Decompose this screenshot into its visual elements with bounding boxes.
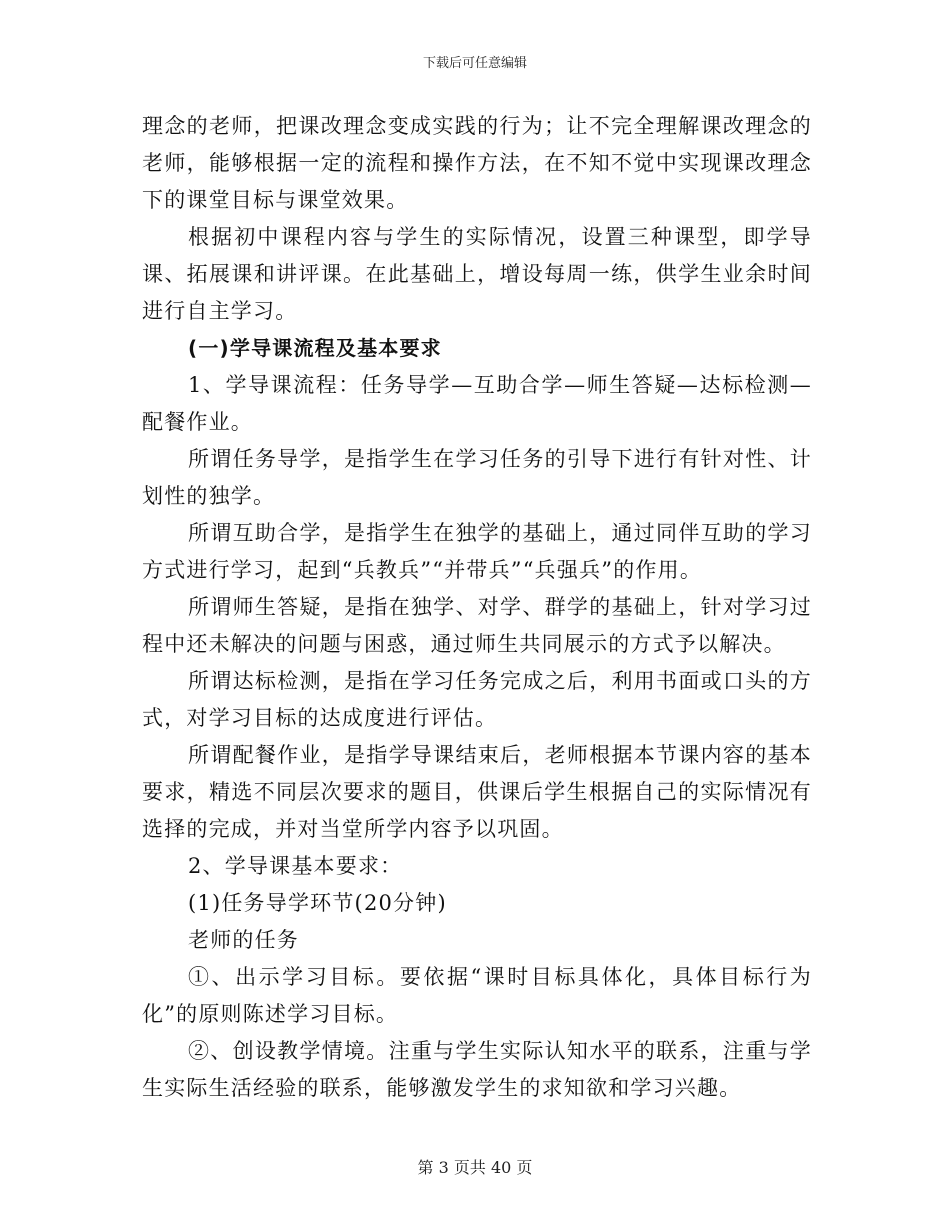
paragraph-subsection-title: (1)任务导学环节(20分钟) bbox=[188, 891, 447, 915]
paragraph-item-1: ①、出示学习目标。要依据“课时目标具体化，具体目标行为化”的原则陈述学习目标。 bbox=[142, 965, 812, 1026]
paragraph-mutual-help: 所谓互助合学，是指学生在独学的基础上，通过同伴互助的学习方式进行学习，起到“兵教兵”“并带兵”“兵强兵”的作用。 bbox=[142, 521, 812, 582]
paragraph-process: 1、学导课流程：任务导学—互助合学—师生答疑—达标检测—配餐作业。 bbox=[142, 373, 812, 434]
page-header: 下载后可任意编辑 bbox=[422, 56, 527, 71]
paragraph-assessment: 所谓达标检测，是指在学习任务完成之后，利用书面或口头的方式，对学习目标的达成度进行评估。 bbox=[142, 669, 812, 730]
page-footer: 第 3 页共 40 页 bbox=[417, 1158, 533, 1177]
document-body bbox=[142, 108, 812, 1107]
paragraph-homework: 所谓配餐作业，是指学导课结束后，老师根据本节课内容的基本要求，精选不同层次要求的题目，供课后学生根据自己的实际情况有选择的完成，并对当堂所学内容予以巩固。 bbox=[142, 743, 812, 841]
paragraph-intro-continuation: 理念的老师，把课改理念变成实践的行为；让不完全理解课改理念的老师，能够根据一定的流程和操作方法，在不知不觉中实现课改理念下的课堂目标与课堂效果。 bbox=[142, 114, 812, 212]
section-heading: (一)学导课流程及基本要求 bbox=[188, 336, 442, 360]
paragraph-qa: 所谓师生答疑，是指在独学、对学、群学的基础上，针对学习过程中还未解决的问题与困惑，通过师生共同展示的方式予以解决。 bbox=[142, 595, 812, 656]
paragraph-course-types: 根据初中课程内容与学生的实际情况，设置三种课型，即学导课、拓展课和讲评课。在此基础上，增设每周一练，供学生业余时间进行自主学习。 bbox=[142, 225, 812, 323]
paragraph-task-guided: 所谓任务导学，是指学生在学习任务的引导下进行有针对性、计划性的独学。 bbox=[142, 447, 812, 508]
paragraph-teacher-tasks: 老师的任务 bbox=[188, 928, 299, 952]
paragraph-requirements-title: 2、学导课基本要求： bbox=[188, 854, 403, 878]
paragraph-item-2: ②、创设教学情境。注重与学生实际认知水平的联系，注重与学生实际生活经验的联系，能够激发学生的求知欲和学习兴趣。 bbox=[142, 1039, 812, 1100]
